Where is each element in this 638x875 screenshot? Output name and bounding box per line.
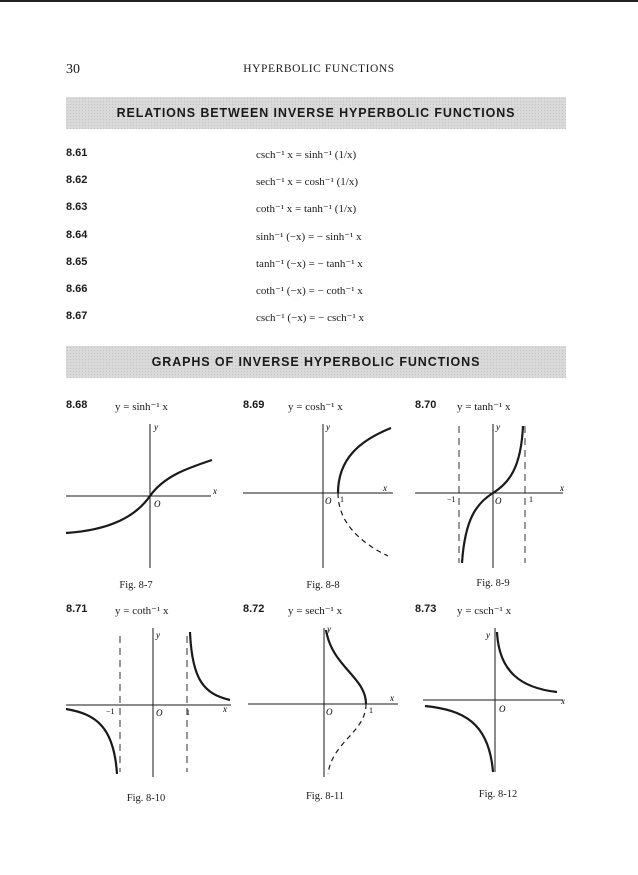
running-title: HYPERBOLIC FUNCTIONS [243,63,395,75]
tick-label: −1 [106,707,115,716]
figure-caption: Fig. 8-11 [305,791,345,802]
relation-number: 8.65 [66,256,88,268]
y-axis-label: y [327,624,331,634]
x-axis-label: x [383,483,387,493]
top-rule [0,0,638,2]
y-axis-label: y [154,422,158,432]
graph-number: 8.73 [415,603,437,615]
curve-right [497,632,557,692]
y-axis-label: y [486,630,490,640]
relation-formula: csch⁻¹ x = sinh⁻¹ (1/x) [256,149,357,161]
graph-number: 8.71 [66,603,88,615]
relation-number: 8.63 [66,201,88,213]
graphs-title: GRAPHS OF INVERSE HYPERBOLIC FUNCTIONS [151,355,481,369]
origin-label: O [156,708,163,718]
tick-label: 1 [529,495,533,504]
x-axis-label: x [390,693,394,703]
curve-left [425,706,493,772]
origin-label: O [326,707,333,717]
figure-caption: Fig. 8-10 [126,793,166,804]
graph-equation: y = sech⁻¹ x [288,605,343,617]
y-axis-label: y [156,630,160,640]
curve-dashed [328,704,366,774]
x-axis-label: x [560,483,564,493]
tick-label: 1 [369,706,373,715]
graph-number: 8.69 [243,399,265,411]
tick-label: 1 [340,495,344,504]
graph-inverse-cosh [243,418,403,578]
origin-label: O [499,704,506,714]
origin-label: O [495,496,502,506]
figure-caption: Fig. 8-9 [476,578,510,589]
relation-formula: csch⁻¹ (−x) = − csch⁻¹ x [256,312,364,324]
graph-equation: y = tanh⁻¹ x [457,401,511,413]
relation-formula: sinh⁻¹ (−x) = − sinh⁻¹ x [256,231,362,243]
relation-number: 8.64 [66,229,88,241]
tick-label: −1 [447,495,456,504]
graph-inverse-sinh [66,418,226,578]
curve [326,630,366,704]
y-axis-label: y [326,422,330,432]
graph-inverse-csch [423,622,573,782]
x-axis-label: x [561,696,565,706]
origin-label: O [154,499,161,509]
graph-number: 8.70 [415,399,437,411]
x-axis-label: x [213,486,217,496]
figure-caption: Fig. 8-7 [119,580,153,591]
figure-caption: Fig. 8-12 [478,789,518,800]
relation-number: 8.67 [66,310,88,322]
graph-equation: y = cosh⁻¹ x [288,401,343,413]
relation-formula: coth⁻¹ (−x) = − coth⁻¹ x [256,285,363,297]
graph-equation: y = csch⁻¹ x [457,605,512,617]
relation-number: 8.61 [66,147,88,159]
relation-formula: sech⁻¹ x = cosh⁻¹ (1/x) [256,176,359,188]
y-axis-label: y [496,422,500,432]
relation-number: 8.66 [66,283,88,295]
graph-equation: y = sinh⁻¹ x [115,401,168,413]
relation-number: 8.62 [66,174,88,186]
figure-caption: Fig. 8-8 [306,580,340,591]
relations-title: RELATIONS BETWEEN INVERSE HYPERBOLIC FUNCTIONS [116,106,516,120]
curve-left [66,709,117,774]
graph-number: 8.72 [243,603,265,615]
origin-label: O [325,496,332,506]
graphs-banner [66,346,566,378]
curve-dashed [338,493,388,556]
graph-equation: y = coth⁻¹ x [115,605,169,617]
graph-inverse-tanh [415,418,575,578]
tick-label: 1 [186,708,190,717]
graph-inverse-sech [248,622,408,782]
x-axis-label: x [223,704,227,714]
page-number: 30 [66,62,80,77]
relation-formula: coth⁻¹ x = tanh⁻¹ (1/x) [256,203,357,215]
graph-inverse-coth [66,622,236,782]
relation-formula: tanh⁻¹ (−x) = − tanh⁻¹ x [256,258,363,270]
graph-number: 8.68 [66,399,88,411]
relations-banner [66,97,566,129]
curve-right [190,632,230,700]
